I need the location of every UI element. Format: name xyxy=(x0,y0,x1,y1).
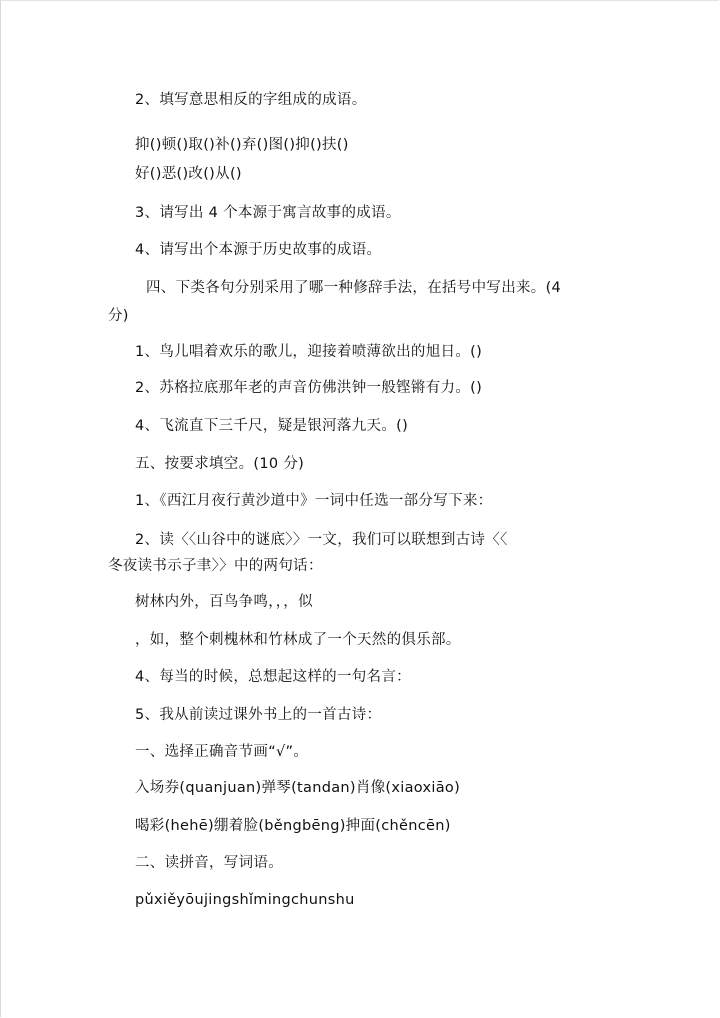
pinyin-section-2-heading: 二、读拼音，写词语。 xyxy=(135,855,283,871)
rhetoric-item-1: 1、鸟儿唱着欢乐的歌儿，迎接着喷薄欲出的旭日。() xyxy=(135,344,483,360)
fill-passage-line-2: ，如，整个刺槐林和竹林成了一个天然的俱乐部。 xyxy=(135,632,461,648)
pinyin-choice-row-1: 入场券(quanjuan)弹琴(tandan)肖像(xiaoxiāo) xyxy=(135,780,461,796)
q2-heading: 2、填写意思相反的字组成的成语。 xyxy=(135,92,367,108)
rhetoric-item-2: 2、苏格拉底那年老的声音仿佛洪钟一般铿锵有力。() xyxy=(135,380,483,396)
section-4-heading-cont: 分) xyxy=(108,308,129,324)
pinyin-choice-row-2: 喝彩(hehē)绷着脸(běngbēng)抻面(chěncēn) xyxy=(135,818,451,834)
rhetoric-item-4: 4、飞流直下三千尺，疑是银河落九天。() xyxy=(135,418,409,434)
fill-item-4: 4、每当的时候，总想起这样的一句名言： xyxy=(135,669,411,685)
fill-item-5: 5、我从前读过课外书上的一首古诗： xyxy=(135,707,382,723)
pinyin-words: pǔxiěyōujingshǐmingchunshu xyxy=(135,892,355,908)
q4-heading: 4、请写出个本源于历史故事的成语。 xyxy=(135,242,382,258)
fill-item-2: 2、读〈〈山谷中的谜底〉〉一文，我们可以联想到古诗〈〈 xyxy=(135,532,508,548)
fill-item-2-cont: 冬夜读书示子聿〉〉中的两句话： xyxy=(108,558,323,574)
section-4-heading: 四、下类各句分别采用了哪一种修辞手法，在括号中写出来。(4 xyxy=(146,280,562,296)
section-5-heading: 五、按要求填空。(10 分) xyxy=(135,456,305,472)
q3-heading: 3、请写出 4 个本源于寓言故事的成语。 xyxy=(135,205,401,221)
fill-passage-line-1: 树林内外，百鸟争鸣，，，似 xyxy=(135,594,313,610)
pinyin-section-1-heading: 一、选择正确音节画“√”。 xyxy=(135,744,309,760)
q2-idioms-row-1: 抑()顿()取()补()弃()图()抑()扶() xyxy=(135,137,349,153)
q2-idioms-row-2: 好()恶()改()从() xyxy=(135,166,242,182)
fill-item-1: 1、《西江月夜行黄沙道中》一词中任选一部分写下来： xyxy=(135,493,493,509)
